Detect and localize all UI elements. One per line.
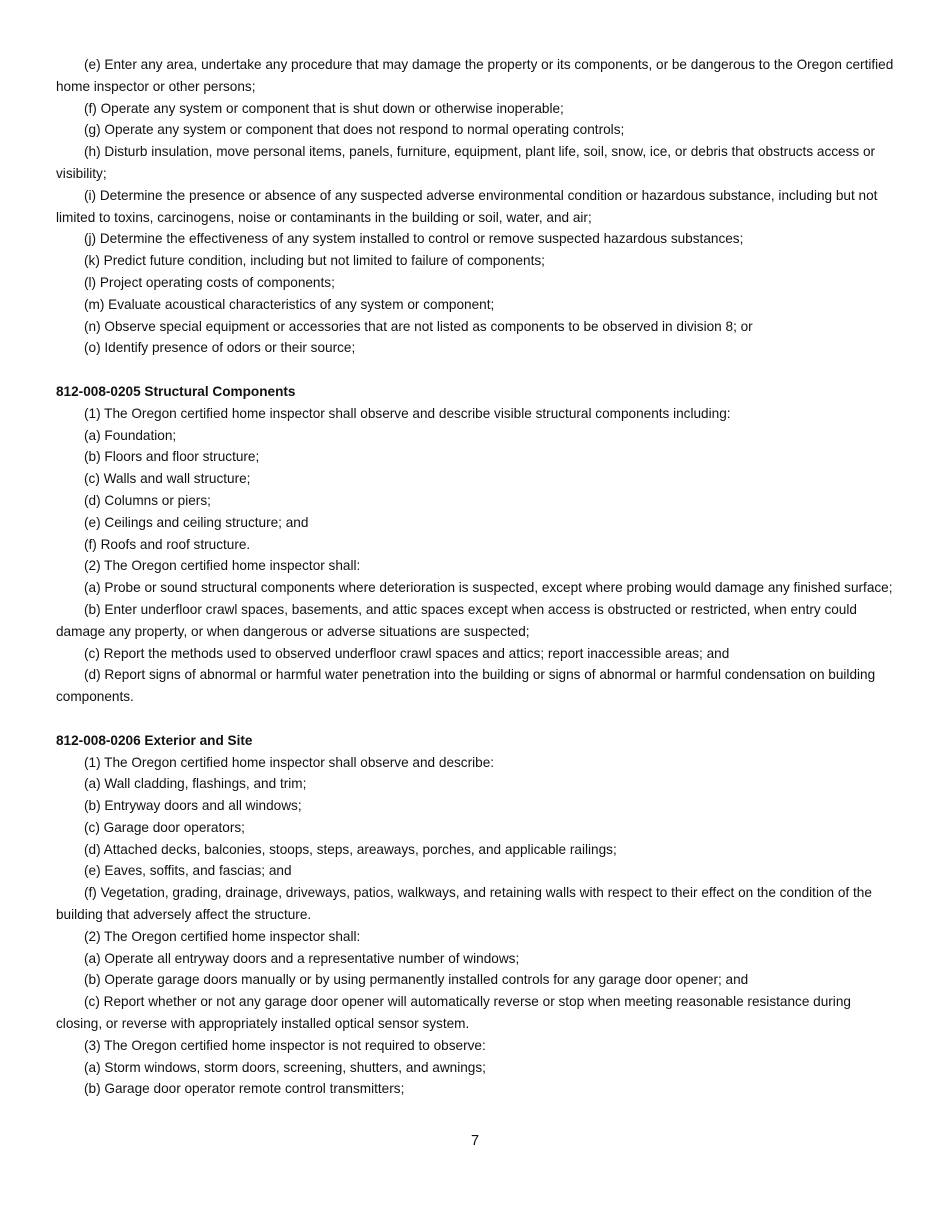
list-item: (n) Observe special equipment or accessories that are not listed as components to be observed in division 8; or: [84, 318, 753, 334]
list-item: (i) Determine the presence or absence of any suspected adverse environmental condition or hazardous substance, including but not limited to toxins, carcinogens, noise or contaminants in the building or soil, water, and air;: [56, 187, 878, 225]
list-item: (m) Evaluate acoustical characteristics of any system or component;: [84, 296, 495, 312]
list-item: (f) Vegetation, grading, drainage, driveways, patios, walkways, and retaining walls with respect to their effect on the condition of the building that adversely affect the structure.: [56, 885, 872, 923]
list-item: (f) Operate any system or component that is shut down or otherwise inoperable;: [84, 100, 564, 116]
document-page: [56, 54, 896, 1100]
list-item: (e) Ceilings and ceiling structure; and: [84, 514, 309, 530]
list-item: (b) Garage door operator remote control transmitters;: [84, 1081, 405, 1097]
list-item: (c) Garage door operators;: [84, 819, 245, 835]
list-item: (c) Report the methods used to observed underfloor crawl spaces and attics; report inaccessible areas; and: [84, 645, 730, 661]
list-item: (b) Enter underfloor crawl spaces, basements, and attic spaces except when access is obstructed or restricted, when entry could damage any property, or when dangerous or adverse situations are suspected;: [56, 601, 857, 639]
list-item: (1) The Oregon certified home inspector shall observe and describe:: [84, 754, 495, 770]
list-item: (a) Operate all entryway doors and a representative number of windows;: [84, 950, 520, 966]
section-heading: 812-008-0205 Structural Components: [56, 383, 296, 399]
list-item: (e) Enter any area, undertake any procedure that may damage the property or its components, or be dangerous to the Oregon certified home inspector or other persons;: [56, 57, 894, 94]
section-heading: 812-008-0206 Exterior and Site: [56, 732, 253, 748]
section-structural-components: [56, 381, 896, 708]
list-item: (c) Report whether or not any garage door opener will automatically reverse or stop when meeting reasonable resistance during closing, or reverse with appropriately installed optical sensor system.: [56, 994, 851, 1032]
section-spacer: [56, 708, 896, 730]
list-item: (a) Wall cladding, flashings, and trim;: [84, 776, 307, 792]
list-item: (f) Roofs and roof structure.: [84, 536, 251, 552]
list-item: (a) Storm windows, storm doors, screening, shutters, and awnings;: [84, 1059, 486, 1075]
section-spacer: [56, 359, 896, 381]
list-item: (d) Columns or piers;: [84, 492, 211, 508]
list-item: (a) Foundation;: [84, 427, 177, 443]
page-number: 7: [470, 1133, 480, 1149]
intro-list: [56, 54, 896, 359]
list-item: (2) The Oregon certified home inspector shall:: [84, 928, 361, 944]
list-item: (d) Attached decks, balconies, stoops, steps, areaways, porches, and applicable railings;: [84, 841, 617, 857]
list-item: (l) Project operating costs of components;: [84, 274, 335, 290]
list-item: (2) The Oregon certified home inspector shall:: [84, 558, 361, 574]
list-item: (b) Floors and floor structure;: [84, 449, 260, 465]
section-exterior-and-site: [56, 730, 896, 1101]
list-item: (a) Probe or sound structural components where deterioration is suspected, except where probing would damage any finished surface;: [84, 580, 893, 596]
list-item: (c) Walls and wall structure;: [84, 471, 251, 487]
list-item: (d) Report signs of abnormal or harmful water penetration into the building or signs of abnormal or harmful condensation on building components.: [56, 667, 876, 705]
list-item: (o) Identify presence of odors or their source;: [84, 340, 356, 356]
list-item: (3) The Oregon certified home inspector is not required to observe:: [84, 1037, 486, 1053]
list-item: (b) Entryway doors and all windows;: [84, 798, 302, 814]
list-item: (e) Eaves, soffits, and fascias; and: [84, 863, 292, 879]
list-item: (k) Predict future condition, including but not limited to failure of components;: [84, 253, 545, 269]
list-item: (b) Operate garage doors manually or by using permanently installed controls for any garage door opener; and: [84, 972, 749, 988]
list-item: (1) The Oregon certified home inspector shall observe and describe visible structural components including:: [84, 405, 731, 421]
list-item: (j) Determine the effectiveness of any system installed to control or remove suspected hazardous substances;: [84, 231, 744, 247]
list-item: (h) Disturb insulation, move personal items, panels, furniture, equipment, plant life, soil, snow, ice, or debris that obstructs access or visibility;: [56, 144, 876, 181]
list-item: (g) Operate any system or component that does not respond to normal operating controls;: [84, 122, 625, 138]
